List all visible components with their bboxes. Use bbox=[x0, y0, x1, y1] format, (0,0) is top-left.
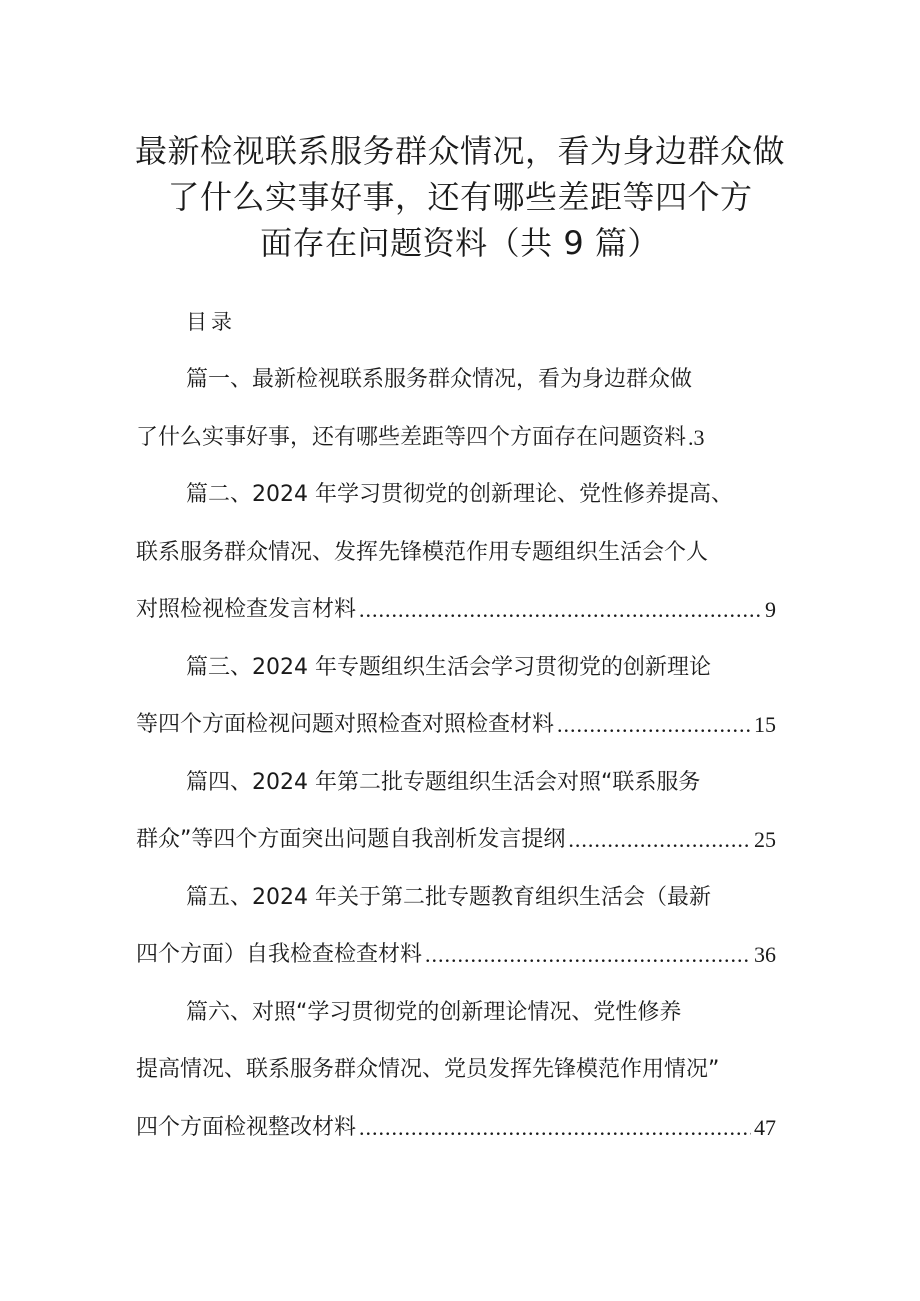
toc-entry-1-line-2[interactable]: 了什么实事好事，还有哪些差距等四个方面存在问题资料 .3 bbox=[136, 418, 776, 476]
toc-entry-3-line-2[interactable]: 等四个方面检视问题对照检查对照检查材料 ..... 15 bbox=[136, 705, 776, 763]
toc-entry-6-line-2[interactable]: 提高情况、联系服务群众情况、党员发挥先锋模范作用情况” bbox=[136, 1057, 720, 1082]
toc-entry-1-line-1[interactable]: 篇一、最新检视联系服务群众情况，看为身边群众做 bbox=[186, 367, 693, 392]
title-line-3: 面存在问题资料（共 9 篇） bbox=[260, 224, 660, 262]
toc-entry-4-page: 25 bbox=[754, 827, 776, 852]
document-title bbox=[130, 128, 790, 266]
toc-entry-1-page: .3 bbox=[688, 424, 705, 450]
toc-entry-5-line-1[interactable]: 篇五、2024 年关于第二批专题教育组织生活会（最新 bbox=[186, 884, 711, 910]
toc-entry-3-page: 15 bbox=[754, 712, 776, 737]
toc-entry-2-line-1[interactable]: 篇二、2024 年学习贯彻党的创新理论、党性修养提高、 bbox=[186, 482, 733, 507]
toc-entry-6-line-1[interactable]: 篇六、对照“学习贯彻党的创新理论情况、党性修养 bbox=[186, 999, 682, 1025]
toc-entry-2-line-3[interactable]: 对照检视检查发言材料 ..... 9 bbox=[136, 590, 776, 648]
leader-dots bbox=[359, 1108, 751, 1148]
leader-dots bbox=[359, 590, 762, 630]
title-line-2: 了什么实事好事，还有哪些差距等四个方 bbox=[167, 178, 753, 216]
leader-dots bbox=[557, 705, 751, 745]
toc-entry-4-line-2[interactable]: 群众”等四个方面突出问题自我剖析发言提纲 ..... 25 bbox=[136, 820, 776, 878]
toc-entry-6-page: 47 bbox=[754, 1114, 776, 1140]
toc-entry-2-line-2[interactable]: 联系服务群众情况、发挥先锋模范作用专题组织生活会个人 bbox=[136, 539, 709, 565]
toc-entry-2-page: 9 bbox=[765, 597, 776, 622]
leader-dots bbox=[425, 935, 751, 975]
title-line-1: 最新检视联系服务群众情况，看为身边群众做 bbox=[134, 132, 785, 170]
toc-entry-5-line-2[interactable]: 四个方面）自我检查检查材料 ..... 36 bbox=[136, 935, 776, 993]
toc-entry-6-line-3[interactable]: 四个方面检视整改材料 ..... 47 bbox=[136, 1108, 776, 1166]
toc-entry-5-page: 36 bbox=[754, 942, 776, 967]
toc-heading: 目录 bbox=[186, 310, 236, 334]
leader-dots bbox=[568, 820, 751, 860]
table-of-contents bbox=[136, 360, 776, 1165]
toc-entry-3-line-1[interactable]: 篇三、2024 年专题组织生活会学习贯彻党的创新理论 bbox=[186, 654, 711, 680]
toc-entry-4-line-1[interactable]: 篇四、2024 年第二批专题组织生活会对照“联系服务 bbox=[186, 769, 701, 795]
